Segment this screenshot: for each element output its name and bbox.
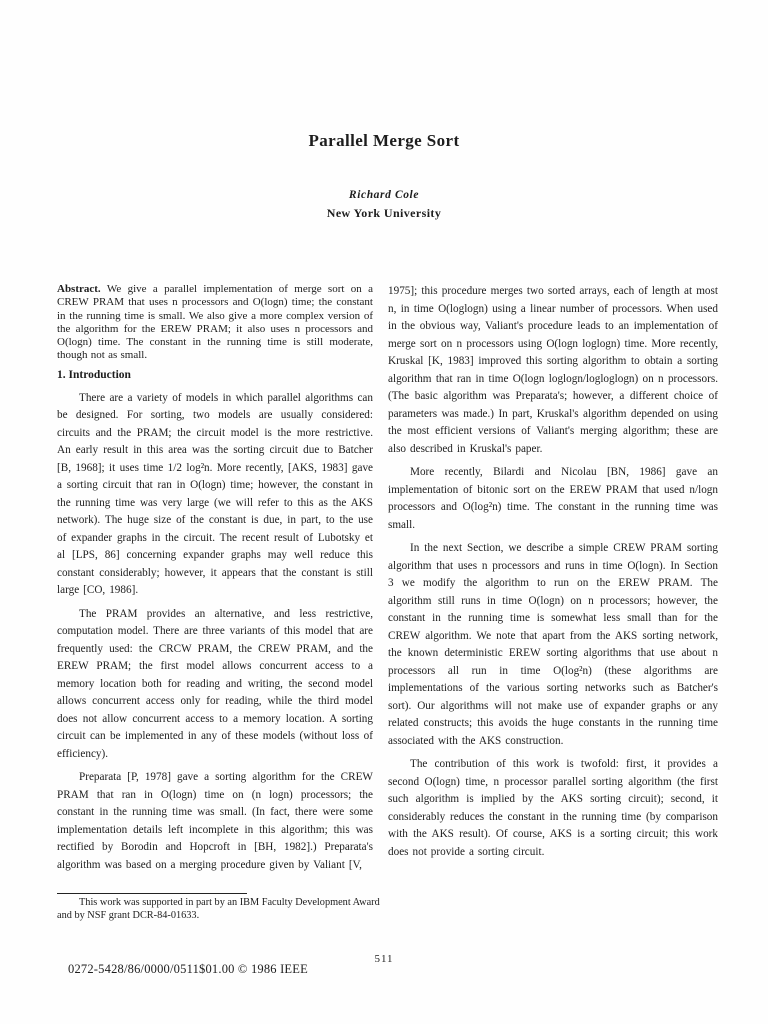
paragraph: The PRAM provides an alternative, and less restrictive, computation model. There are three variants of this model that are frequently used: the CRCW PRAM, the CREW PRAM, and the EREW PRAM; the first model allows concurrent access to a memory location both for reading and writing, the second model allows concurrent access only for reading, while the third model does not allow concurrent access to a memory location. A sorting circuit can be implemented in any of these models (without loss of efficiency). — [57, 607, 373, 760]
abstract — [57, 283, 373, 363]
paragraph: Preparata [P, 1978] gave a sorting algorithm for the CREW PRAM that ran in O(logn) time on (n logn) processors; the constant in the running time was small. (In fact, there were some implementation details left incomplete in this algorithm; this was rectified by Borodin and Hopcroft in [BH, 1982].) Preparata's algorithm was based on a merging procedure given by Valiant [V, — [57, 771, 373, 871]
page-number: 511 — [374, 953, 394, 965]
author-name: Richard Cole — [348, 189, 420, 201]
right-column — [388, 283, 718, 874]
abstract-text: We give a parallel implementation of merge sort on a CREW PRAM that uses n processors and O(logn) time; the constant in the running time is small. We also give a more complex version of the algorithm for the EREW PRAM; it also uses n processors and O(logn) time. The constant in the running time is still moderate, though not as small. — [57, 283, 373, 362]
paragraph: 1975]; this procedure merges two sorted arrays, each of length at most n, in time O(loglogn) using a linear number of processors. When used in the obvious way, Valiant's procedure leads to an implementation of merge sort on n processors using O(logn loglogn) time. More recently, Kruskal [K, 1983] improved this sorting algorithm to obtain a sorting algorithm that ran in time O(logn loglogn/logloglogn) on n processors. (The basic algorithm was Preparata's; however, a different choice of parameters was made.) In part, Kruskal's algorithm depended on using the most efficient versions of Valiant's merging algorithm; these are also described in Kruskal's paper. — [388, 285, 718, 455]
paragraph: In the next Section, we describe a simple CREW PRAM sorting algorithm that uses n processors and runs in time O(logn). In Section 3 we modify the algorithm to run on the EREW PRAM. The algorithm still runs in time O(logn) on n processors; however, the constant in the running time is somewhat less small than for the CREW algorithm. We note that apart from the AKS sorting network, the known deterministic EREW sorting algorithms that use about n processors all run in time O(log²n) (these algorithms are implementations of the various sorting networks such as Batcher's sort). Our algorithms will not make use of expander graphs or any related constructs; this avoids the huge constants in the running time associated with the AKS construction. — [388, 542, 718, 747]
paragraph: More recently, Bilardi and Nicolau [BN, 1986] gave an implementation of bitonic sort on the EREW PRAM that used n/logn processors and O(log²n) time. The constant in the running time was small. — [388, 466, 718, 531]
paragraph: There are a variety of models in which parallel algorithms can be designed. For sorting, two models are usually considered: circuits and the PRAM; the circuit model is the more restrictive. An early result in this area was the sorting circuit due to Batcher [B, 1968]; it uses time 1/2 log²n. More recently, [AKS, 1983] gave a sorting circuit that ran in O(logn) time; however, the constant in the running time was very large (we will refer to this as the AKS network). The huge size of the constant is due, in part, to the use of expander graphs in the circuit. The recent result of Lubotsky et al [LPS, 86] concerning expander graphs may well reduce this constant considerably; however, it appears that the constant is still large [CO, 1986]. — [57, 391, 373, 597]
author-affiliation: New York University — [326, 206, 442, 220]
two-column-body — [57, 283, 718, 874]
footnote-text: This work was supported in part by an IBM Faculty Development Award and by NSF grant DCR-84-01633. — [57, 897, 380, 921]
footnote — [57, 893, 384, 923]
copyright-notice: 0272-5428/86/0000/0511$01.00 © 1986 IEEE — [68, 962, 308, 976]
left-column — [57, 283, 373, 874]
abstract-label: Abstract. — [57, 283, 101, 295]
section-heading-introduction: 1. Introduction — [57, 368, 131, 381]
footnote-rule — [57, 893, 247, 894]
paragraph: The contribution of this work is twofold: first, it provides a second O(logn) time, n processor parallel sorting algorithm (the first such algorithm is implied by the AKS sorting circuit); second, it considerably reduces the constant in the running time (by comparison with the AKS result). Of course, AKS is a sorting circuit; this work does not provide a sorting circuit. — [388, 758, 718, 858]
paper-title: Parallel Merge Sort — [308, 131, 460, 150]
